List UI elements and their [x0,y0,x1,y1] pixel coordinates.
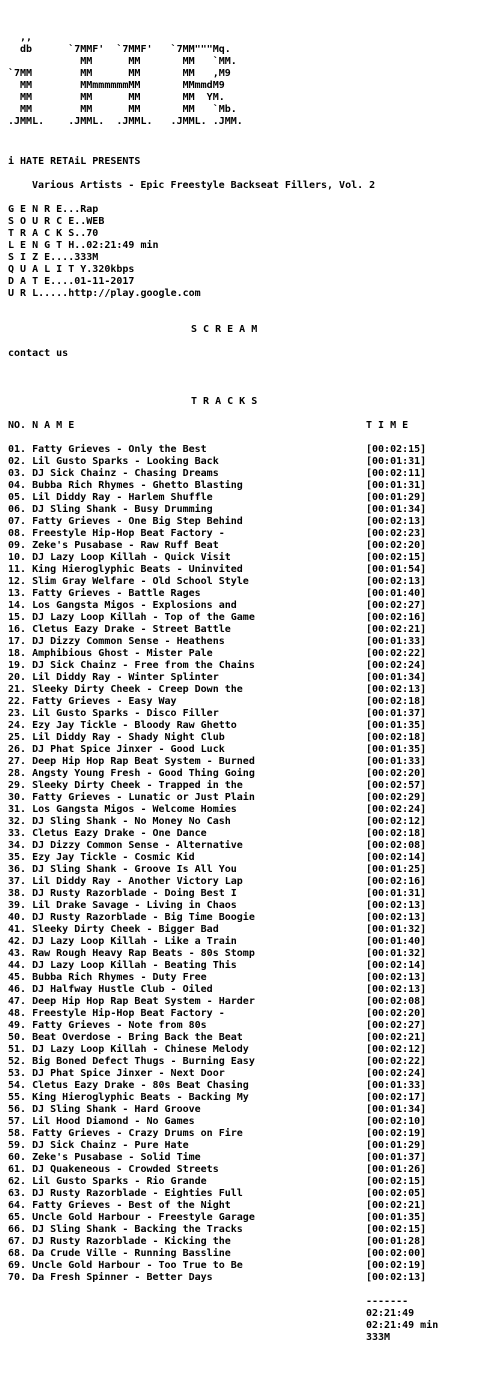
track-duration: [00:01:37] [366,1152,427,1163]
track-duration: [00:01:35] [366,720,427,731]
track-duration: [00:02:20] [366,540,427,551]
release-title: Various Artists - Epic Freestyle Backseat Fillers, Vol. 2 [32,180,376,191]
track-title: 59. DJ Sick Chainz - Pure Hate [8,1140,189,1151]
track-row [8,972,488,984]
column-header-name: NO. N A M E [8,420,75,431]
track-title: 02. Lil Gusto Sparks - Looking Back [8,456,219,467]
release-info [8,204,201,300]
track-duration: [00:02:18] [366,696,427,707]
track-row [8,564,488,576]
track-row [8,780,488,792]
info-line [8,288,201,300]
track-title: 42. DJ Lazy Loop Killah - Like a Train [8,936,237,947]
track-title: 08. Freestyle Hip-Hop Beat Factory - [8,528,225,539]
ascii-logo: ,, db `7MMF' `7MMF' `7MM"""Mq. MM MM MM `MM. `7MM MM MM MM ,M9 MM MMmmmmmmMM MMmmdM9 MM MM MM MM YM. MM MM MM MM `Mb. .JMML. .JMML. .JMML. .JMML. .JMM. [8,32,243,127]
track-row [8,576,488,588]
info-value: 01-11-2017 [74,276,135,287]
track-duration: [00:02:12] [366,816,427,827]
track-row [8,684,488,696]
track-duration: [00:02:13] [366,1272,427,1283]
track-duration: [00:02:23] [366,528,427,539]
track-title: 25. Lil Diddy Ray - Shady Night Club [8,732,225,743]
track-duration: [00:01:26] [366,1164,427,1175]
track-title: 06. DJ Sling Shank - Busy Drumming [8,504,213,515]
track-row [8,792,488,804]
track-title: 48. Freestyle Hip-Hop Beat Factory - [8,1008,225,1019]
track-duration: [00:01:33] [366,756,427,767]
track-title: 44. DJ Lazy Loop Killah - Beating This [8,960,237,971]
track-row [8,888,488,900]
track-duration: [00:02:21] [366,1032,427,1043]
track-duration: [00:01:40] [366,588,427,599]
track-row [8,1116,488,1128]
track-duration: [00:01:34] [366,1104,427,1115]
track-title: 60. Zeke's Pusabase - Solid Time [8,1152,201,1163]
track-row [8,744,488,756]
track-title: 27. Deep Hip Hop Rap Beat System - Burned [8,756,255,767]
total-time: 02:21:49 [366,1308,415,1319]
track-row [8,804,488,816]
track-title: 31. Los Gangsta Migos - Welcome Homies [8,804,237,815]
track-title: 37. Lil Diddy Ray - Another Victory Lap [8,876,243,887]
info-label: D A T E.... [8,276,75,287]
track-row [8,1140,488,1152]
track-duration: [00:01:40] [366,936,427,947]
track-title: 01. Fatty Grieves - Only the Best [8,444,207,455]
track-duration: [00:02:24] [366,804,427,815]
track-title: 29. Sleeky Dirty Cheek - Trapped in the [8,780,243,791]
track-row [8,1092,488,1104]
track-row [8,936,488,948]
track-title: 39. Lil Drake Savage - Living in Chaos [8,900,237,911]
track-row [8,600,488,612]
scream-heading: S C R E A M [191,324,258,335]
info-label: T R A C K S.. [8,228,87,239]
track-duration: [00:02:12] [366,1044,427,1055]
track-duration: [00:01:34] [366,672,427,683]
track-title: 14. Los Gangsta Migos - Explosions and [8,600,237,611]
track-title: 67. DJ Rusty Razorblade - Kicking the [8,1236,231,1247]
track-row [8,552,488,564]
column-header-time: T I M E [366,420,409,431]
track-title: 49. Fatty Grieves - Note from 80s [8,1020,207,1031]
track-title: 32. DJ Sling Shank - No Money No Cash [8,816,231,827]
track-row [8,540,488,552]
track-row [8,1056,488,1068]
info-line [8,216,201,228]
track-title: 05. Lil Diddy Ray - Harlem Shuffle [8,492,213,503]
track-duration: [00:01:29] [366,1140,427,1151]
track-row [8,456,488,468]
track-row [8,984,488,996]
track-title: 17. DJ Dizzy Common Sense - Heathens [8,636,225,647]
track-row [8,1224,488,1236]
track-duration: [00:01:37] [366,708,427,719]
track-title: 28. Angsty Young Fresh - Good Thing Going [8,768,255,779]
track-title: 55. King Hieroglyphic Beats - Backing My [8,1092,249,1103]
track-title: 61. DJ Quakeneous - Crowded Streets [8,1164,219,1175]
track-duration: [00:01:29] [366,492,427,503]
info-line [8,264,201,276]
track-title: 43. Raw Rough Heavy Rap Beats - 80s Stomp [8,948,255,959]
track-duration: [00:01:28] [366,1236,427,1247]
track-duration: [00:01:35] [366,744,427,755]
track-title: 22. Fatty Grieves - Easy Way [8,696,177,707]
track-duration: [00:02:08] [366,840,427,851]
track-duration: [00:02:00] [366,1248,427,1259]
track-duration: [00:02:10] [366,1116,427,1127]
track-title: 38. DJ Rusty Razorblade - Doing Best I [8,888,237,899]
track-duration: [00:02:20] [366,768,427,779]
track-title: 46. DJ Halfway Hustle Club - Oiled [8,984,213,995]
track-duration: [00:02:20] [366,1008,427,1019]
track-row [8,900,488,912]
track-row [8,1080,488,1092]
track-row [8,612,488,624]
track-row [8,444,488,456]
track-title: 47. Deep Hip Hop Rap Beat System - Harder [8,996,255,1007]
track-duration: [00:02:05] [366,1188,427,1199]
track-title: 56. DJ Sling Shank - Hard Groove [8,1104,201,1115]
track-title: 34. DJ Dizzy Common Sense - Alternative [8,840,243,851]
track-row [8,672,488,684]
track-row [8,504,488,516]
track-duration: [00:02:15] [366,1224,427,1235]
track-duration: [00:02:13] [366,576,427,587]
track-row [8,1044,488,1056]
track-row [8,636,488,648]
track-duration: [00:01:33] [366,1080,427,1091]
track-duration: [00:02:14] [366,852,427,863]
track-row [8,876,488,888]
track-title: 69. Uncle Gold Harbour - Too True to Be [8,1260,243,1271]
track-duration: [00:02:22] [366,1056,427,1067]
track-duration: [00:02:13] [366,972,427,983]
contact-link[interactable] [8,348,68,360]
track-duration: [00:02:19] [366,1128,427,1139]
track-row [8,1068,488,1080]
track-duration: [00:01:31] [366,480,427,491]
track-title: 11. King Hieroglyphic Beats - Uninvited [8,564,243,575]
track-row [8,828,488,840]
track-duration: [00:01:25] [366,864,427,875]
info-value: http://play.google.com [68,288,201,299]
track-title: 23. Lil Gusto Sparks - Disco Filler [8,708,219,719]
info-line [8,228,201,240]
track-title: 50. Beat Overdose - Bring Back the Beat [8,1032,243,1043]
track-duration: [00:02:18] [366,732,427,743]
track-duration: [00:01:35] [366,1212,427,1223]
track-title: 19. DJ Sick Chainz - Free from the Chains [8,660,255,671]
track-row [8,768,488,780]
track-duration: [00:01:33] [366,636,427,647]
track-duration: [00:02:08] [366,996,427,1007]
track-title: 30. Fatty Grieves - Lunatic or Just Plain [8,792,255,803]
track-title: 33. Cletus Eazy Drake - One Dance [8,828,207,839]
track-title: 04. Bubba Rich Rhymes - Ghetto Blasting [8,480,243,491]
track-duration: [00:01:31] [366,888,427,899]
track-row [8,1248,488,1260]
info-value: 70 [86,228,99,239]
info-line [8,252,201,264]
track-duration: [00:02:14] [366,960,427,971]
track-row [8,1176,488,1188]
track-duration: [00:02:22] [366,648,427,659]
track-duration: [00:02:15] [366,1176,427,1187]
track-row [8,528,488,540]
track-row [8,624,488,636]
track-row [8,912,488,924]
track-row [8,1188,488,1200]
track-row [8,468,488,480]
track-duration: [00:01:54] [366,564,427,575]
track-row [8,1152,488,1164]
track-title: 54. Cletus Eazy Drake - 80s Beat Chasing [8,1080,249,1091]
track-row [8,996,488,1008]
track-row [8,1260,488,1272]
track-title: 65. Uncle Gold Harbour - Freestyle Garage [8,1212,255,1223]
track-duration: [00:02:27] [366,1020,427,1031]
track-title: 21. Sleeky Dirty Cheek - Creep Down the [8,684,243,695]
info-label: G E N R E... [8,204,81,215]
track-title: 24. Ezy Jay Tickle - Bloody Raw Ghetto [8,720,237,731]
track-row [8,1272,488,1284]
track-row [8,840,488,852]
track-list [8,444,488,1284]
track-duration: [00:02:13] [366,684,427,695]
track-row [8,492,488,504]
track-row [8,924,488,936]
track-title: 10. DJ Lazy Loop Killah - Quick Visit [8,552,231,563]
track-duration: [00:02:57] [366,780,427,791]
track-row [8,732,488,744]
info-label: S I Z E.... [8,252,75,263]
info-value: Rap [80,204,99,215]
track-duration: [00:02:15] [366,444,427,455]
track-row [8,1164,488,1176]
track-row [8,708,488,720]
track-row [8,480,488,492]
info-line [8,240,201,252]
track-duration: [00:01:32] [366,924,427,935]
track-duration: [00:02:24] [366,660,427,671]
track-row [8,1200,488,1212]
info-line [8,204,201,216]
track-row [8,816,488,828]
info-line [8,276,201,288]
track-row [8,648,488,660]
track-title: 18. Amphibious Ghost - Mister Pale [8,648,213,659]
track-row [8,660,488,672]
track-title: 62. Lil Gusto Sparks - Rio Grande [8,1176,207,1187]
track-row [8,1008,488,1020]
track-title: 51. DJ Lazy Loop Killah - Chinese Melody [8,1044,249,1055]
track-title: 13. Fatty Grieves - Battle Rages [8,588,201,599]
info-label: L E N G T H.. [8,240,87,251]
track-row [8,1212,488,1224]
track-title: 66. DJ Sling Shank - Backing the Tracks [8,1224,243,1235]
track-title: 12. Slim Gray Welfare - Old School Style [8,576,249,587]
track-title: 36. DJ Sling Shank - Groove Is All You [8,864,237,875]
track-duration: [00:02:27] [366,600,427,611]
track-row [8,864,488,876]
track-duration: [00:02:13] [366,900,427,911]
total-size: 333M [366,1332,391,1343]
contact-us-link[interactable]: contact us [8,348,69,359]
track-duration: [00:02:17] [366,1092,427,1103]
info-value: 02:21:49 min [86,240,159,251]
track-title: 20. Lil Diddy Ray - Winter Splinter [8,672,219,683]
track-row [8,960,488,972]
track-duration: [00:02:11] [366,468,427,479]
track-duration: [00:02:18] [366,828,427,839]
track-title: 41. Sleeky Dirty Cheek - Bigger Bad [8,924,219,935]
track-row [8,948,488,960]
track-row [8,756,488,768]
track-row [8,516,488,528]
track-title: 09. Zeke's Pusabase - Raw Ruff Beat [8,540,219,551]
totals-separator: ------- [366,1296,409,1307]
track-title: 68. Da Crude Ville - Running Bassline [8,1248,231,1259]
track-row [8,1032,488,1044]
track-duration: [00:02:16] [366,612,427,623]
track-title: 15. DJ Lazy Loop Killah - Top of the Game [8,612,255,623]
info-value: 333M [74,252,99,263]
track-duration: [00:01:34] [366,504,427,515]
track-duration: [00:02:24] [366,1068,427,1079]
track-title: 70. Da Fresh Spinner - Better Days [8,1272,213,1283]
info-label: U R L..... [8,288,69,299]
track-row [8,588,488,600]
track-title: 45. Bubba Rich Rhymes - Duty Free [8,972,207,983]
track-row [8,852,488,864]
presents-line: i HATE RETAiL PRESENTS [8,156,141,167]
track-title: 53. DJ Phat Spice Jinxer - Next Door [8,1068,225,1079]
track-title: 63. DJ Rusty Razorblade - Eighties Full [8,1188,243,1199]
track-title: 57. Lil Hood Diamond - No Games [8,1116,195,1127]
info-label: S O U R C E.. [8,216,87,227]
info-value: 320kbps [92,264,135,275]
track-duration: [00:02:15] [366,552,427,563]
track-title: 64. Fatty Grieves - Best of the Night [8,1200,231,1211]
track-duration: [00:02:21] [366,624,427,635]
track-title: 35. Ezy Jay Tickle - Cosmic Kid [8,852,195,863]
track-duration: [00:02:29] [366,792,427,803]
track-title: 07. Fatty Grieves - One Big Step Behind [8,516,243,527]
track-row [8,1020,488,1032]
track-duration: [00:01:31] [366,456,427,467]
info-label: Q U A L I T Y. [8,264,93,275]
track-title: 26. DJ Phat Spice Jinxer - Good Luck [8,744,225,755]
track-title: 16. Cletus Eazy Drake - Street Battle [8,624,231,635]
info-value: WEB [86,216,105,227]
track-row [8,1128,488,1140]
track-duration: [00:02:13] [366,984,427,995]
track-duration: [00:02:21] [366,1200,427,1211]
track-title: 03. DJ Sick Chainz - Chasing Dreams [8,468,219,479]
track-title: 40. DJ Rusty Razorblade - Big Time Boogie [8,912,255,923]
track-title: 52. Big Boned Defect Thugs - Burning Easy [8,1056,255,1067]
track-duration: [00:02:19] [366,1260,427,1271]
tracks-heading: T R A C K S [191,396,258,407]
track-duration: [00:02:16] [366,876,427,887]
track-row [8,1236,488,1248]
track-row [8,1104,488,1116]
track-duration: [00:02:13] [366,516,427,527]
track-title: 58. Fatty Grieves - Crazy Drums on Fire [8,1128,243,1139]
track-row [8,696,488,708]
track-duration: [00:01:32] [366,948,427,959]
track-row [8,720,488,732]
track-duration: [00:02:13] [366,912,427,923]
total-length: 02:21:49 min [366,1320,439,1331]
